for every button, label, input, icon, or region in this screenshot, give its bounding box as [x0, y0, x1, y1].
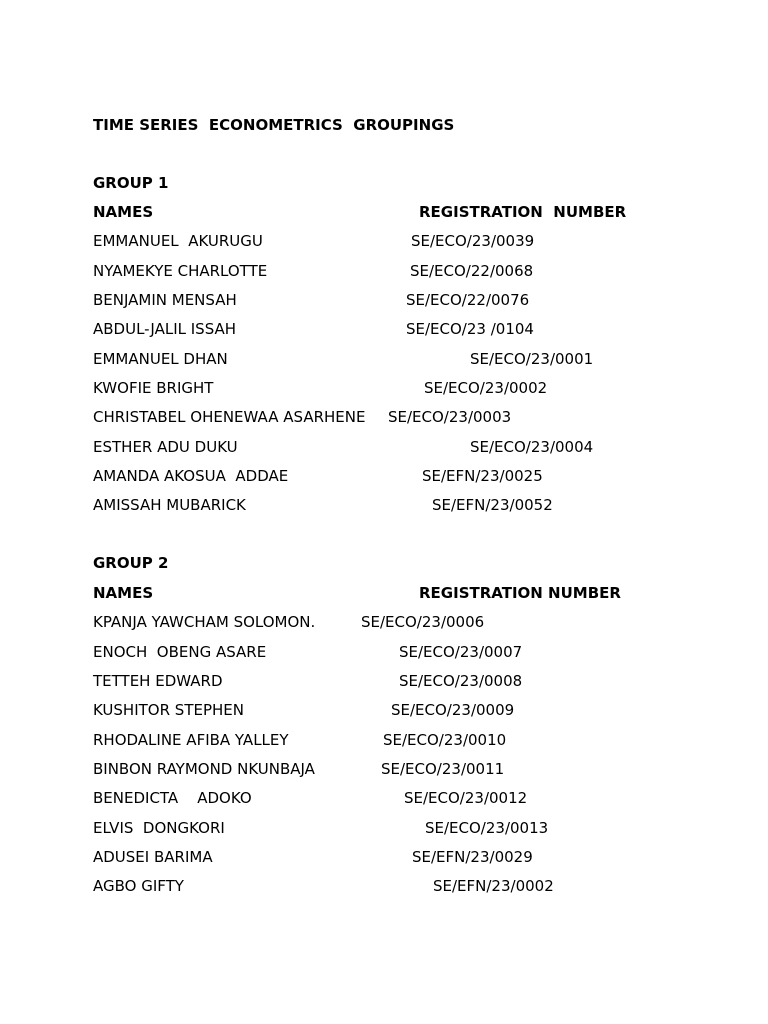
member-reg: SE/ECO/23/0009: [391, 701, 515, 719]
member-reg: SE/ECO/23/0010: [383, 731, 507, 749]
member-reg: SE/EFN/23/0029: [412, 848, 533, 866]
member-reg: SE/ECO/23/0004: [470, 438, 594, 456]
member-name: EMMANUEL AKURUGU: [93, 232, 263, 250]
member-name: AGBO GIFTY: [93, 877, 184, 895]
member-name: BENEDICTA ADOKO: [93, 789, 252, 807]
group-2-names-header: NAMES: [93, 584, 154, 602]
group-2-heading: GROUP 2: [93, 554, 169, 572]
member-name: TETTEH EDWARD: [93, 672, 223, 690]
member-name: BENJAMIN MENSAH: [93, 291, 237, 309]
member-reg: SE/ECO/22/0068: [410, 262, 534, 280]
member-name: NYAMEKYE CHARLOTTE: [93, 262, 268, 280]
member-reg: SE/EFN/23/0052: [432, 496, 553, 514]
member-name: AMANDA AKOSUA ADDAE: [93, 467, 289, 485]
member-reg: SE/ECO/23/0006: [361, 613, 485, 631]
member-name: ESTHER ADU DUKU: [93, 438, 238, 456]
member-reg: SE/ECO/23/0002: [424, 379, 548, 397]
member-reg: SE/ECO/23 /0104: [406, 320, 534, 338]
member-name: KUSHITOR STEPHEN: [93, 701, 244, 719]
group-2-reg-header: REGISTRATION NUMBER: [419, 584, 621, 602]
member-name: BINBON RAYMOND NKUNBAJA: [93, 760, 315, 778]
member-reg: SE/ECO/23/0001: [470, 350, 594, 368]
member-reg: SE/ECO/23/0011: [381, 760, 505, 778]
member-reg: SE/ECO/23/0003: [388, 408, 512, 426]
member-name: CHRISTABEL OHENEWAA ASARHENE: [93, 408, 366, 426]
member-name: ABDUL-JALIL ISSAH: [93, 320, 237, 338]
member-name: ELVIS DONGKORI: [93, 819, 225, 837]
group-1-names-header: NAMES: [93, 203, 154, 221]
group-1-heading: GROUP 1: [93, 174, 169, 192]
member-reg: SE/EFN/23/0025: [422, 467, 543, 485]
member-name: EMMANUEL DHAN: [93, 350, 228, 368]
member-reg: SE/EFN/23/0002: [433, 877, 554, 895]
member-name: AMISSAH MUBARICK: [93, 496, 246, 514]
member-reg: SE/ECO/23/0008: [399, 672, 523, 690]
member-name: KPANJA YAWCHAM SOLOMON.: [93, 613, 316, 631]
member-name: KWOFIE BRIGHT: [93, 379, 214, 397]
member-name: ENOCH OBENG ASARE: [93, 643, 267, 661]
member-reg: SE/ECO/23/0039: [411, 232, 535, 250]
member-reg: SE/ECO/23/0012: [404, 789, 528, 807]
member-reg: SE/ECO/23/0013: [425, 819, 549, 837]
member-name: RHODALINE AFIBA YALLEY: [93, 731, 289, 749]
member-reg: SE/ECO/22/0076: [406, 291, 530, 309]
group-1-reg-header: REGISTRATION NUMBER: [419, 203, 627, 221]
member-reg: SE/ECO/23/0007: [399, 643, 523, 661]
document-title: TIME SERIES ECONOMETRICS GROUPINGS: [93, 116, 455, 134]
member-name: ADUSEI BARIMA: [93, 848, 213, 866]
